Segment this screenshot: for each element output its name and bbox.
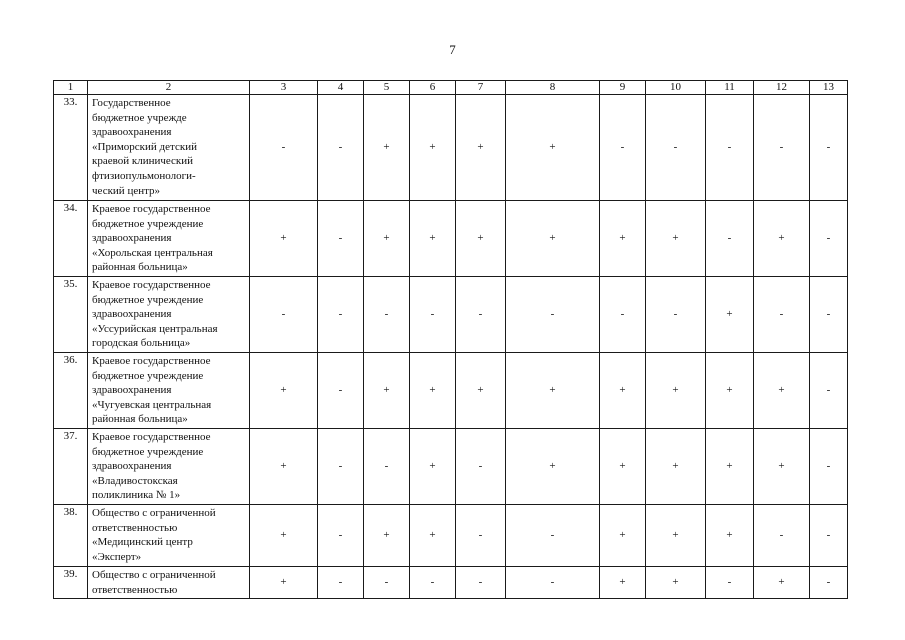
mark-plus bbox=[506, 95, 600, 201]
mark-symbol: - bbox=[826, 576, 831, 589]
mark-dash bbox=[810, 201, 848, 277]
mark-symbol: - bbox=[826, 308, 831, 321]
mark-dash bbox=[364, 429, 410, 505]
mark-plus bbox=[754, 429, 810, 505]
mark-symbol: - bbox=[727, 141, 732, 154]
table-row bbox=[54, 353, 848, 429]
mark-dash bbox=[318, 567, 364, 599]
row-number: 33. bbox=[54, 95, 88, 201]
mark-symbol: + bbox=[778, 232, 785, 245]
mark-symbol: + bbox=[549, 141, 556, 154]
organization-name bbox=[88, 429, 250, 505]
header-cell: 11 bbox=[706, 81, 754, 95]
table-row bbox=[54, 277, 848, 353]
mark-dash bbox=[706, 567, 754, 599]
mark-dash bbox=[506, 567, 600, 599]
mark-symbol: - bbox=[550, 576, 555, 589]
mark-dash bbox=[600, 277, 646, 353]
mark-dash bbox=[250, 95, 318, 201]
organization-name-line: «Владивостокская bbox=[92, 474, 178, 487]
organization-name bbox=[88, 277, 250, 353]
mark-symbol: + bbox=[280, 576, 287, 589]
organization-name-line: районная больница» bbox=[92, 261, 188, 274]
mark-symbol: + bbox=[619, 529, 626, 542]
mark-plus bbox=[364, 201, 410, 277]
mark-symbol: + bbox=[383, 141, 390, 154]
mark-dash bbox=[506, 505, 600, 567]
organization-name-line: городская больница» bbox=[92, 337, 191, 350]
organization-name-line: здравоохранения bbox=[92, 384, 172, 397]
organization-name-line: «Чугуевская центральная bbox=[92, 398, 212, 411]
table-row bbox=[54, 201, 848, 277]
mark-dash bbox=[810, 429, 848, 505]
mark-symbol: + bbox=[429, 529, 436, 542]
mark-symbol: - bbox=[338, 141, 343, 154]
table-body bbox=[54, 81, 848, 599]
mark-symbol: + bbox=[672, 232, 679, 245]
row-number: 35. bbox=[54, 277, 88, 353]
organization-name-line: бюджетное учреждение bbox=[92, 369, 204, 382]
mark-plus bbox=[506, 201, 600, 277]
mark-plus bbox=[706, 429, 754, 505]
header-cell: 13 bbox=[810, 81, 848, 95]
mark-plus bbox=[456, 201, 506, 277]
mark-dash bbox=[318, 429, 364, 505]
row-number: 37. bbox=[54, 429, 88, 505]
mark-symbol: - bbox=[727, 232, 732, 245]
mark-symbol: + bbox=[477, 232, 484, 245]
mark-dash bbox=[410, 277, 456, 353]
mark-symbol: - bbox=[338, 576, 343, 589]
mark-plus bbox=[646, 429, 706, 505]
mark-dash bbox=[364, 277, 410, 353]
mark-dash bbox=[456, 429, 506, 505]
mark-symbol: + bbox=[672, 384, 679, 397]
mark-symbol: - bbox=[620, 308, 625, 321]
mark-dash bbox=[506, 277, 600, 353]
mark-symbol: - bbox=[478, 308, 483, 321]
organization-name-line: ческий центр» bbox=[92, 184, 161, 197]
mark-symbol: - bbox=[826, 529, 831, 542]
organization-name-line: «Уссурийская центральная bbox=[92, 322, 218, 335]
mark-dash bbox=[456, 567, 506, 599]
organization-name bbox=[88, 567, 250, 599]
organization-name-line: здравоохранения bbox=[92, 232, 172, 245]
mark-symbol: + bbox=[383, 232, 390, 245]
mark-plus bbox=[600, 505, 646, 567]
organization-name-line: Общество с ограниченной bbox=[92, 569, 216, 581]
organization-name-line: районная больница» bbox=[92, 413, 188, 426]
organization-name-line: бюджетное учрежде bbox=[92, 111, 187, 124]
mark-symbol: - bbox=[826, 460, 831, 473]
mark-plus bbox=[364, 353, 410, 429]
mark-symbol: + bbox=[619, 384, 626, 397]
organization-name-line: Краевое государственное bbox=[92, 355, 211, 367]
organization-name-line: бюджетное учреждение bbox=[92, 293, 204, 306]
mark-dash bbox=[318, 201, 364, 277]
mark-symbol: + bbox=[383, 384, 390, 397]
mark-symbol: + bbox=[429, 384, 436, 397]
organization-name bbox=[88, 505, 250, 567]
mark-plus bbox=[250, 429, 318, 505]
header-cell: 6 bbox=[410, 81, 456, 95]
organization-name-line: Краевое государственное bbox=[92, 279, 211, 291]
mark-symbol: - bbox=[338, 460, 343, 473]
mark-symbol: - bbox=[338, 308, 343, 321]
mark-plus bbox=[646, 201, 706, 277]
mark-plus bbox=[600, 567, 646, 599]
header-cell: 5 bbox=[364, 81, 410, 95]
mark-symbol: - bbox=[779, 141, 784, 154]
mark-symbol: + bbox=[726, 384, 733, 397]
mark-symbol: - bbox=[673, 141, 678, 154]
header-cell: 7 bbox=[456, 81, 506, 95]
mark-symbol: + bbox=[477, 141, 484, 154]
mark-symbol: - bbox=[673, 308, 678, 321]
organization-name-line: здравоохранения bbox=[92, 126, 172, 139]
organization-name-line: Государственное bbox=[92, 97, 171, 109]
mark-dash bbox=[318, 95, 364, 201]
mark-dash bbox=[810, 95, 848, 201]
mark-symbol: + bbox=[429, 141, 436, 154]
organization-name-line: поликлиника № 1» bbox=[92, 489, 181, 502]
mark-plus bbox=[706, 505, 754, 567]
organization-name-line: бюджетное учреждение bbox=[92, 217, 204, 230]
mark-symbol: + bbox=[672, 529, 679, 542]
mark-plus bbox=[506, 429, 600, 505]
mark-symbol: - bbox=[478, 460, 483, 473]
mark-symbol: + bbox=[280, 460, 287, 473]
table-row bbox=[54, 505, 848, 567]
mark-symbol: + bbox=[477, 384, 484, 397]
organization-name-line: Краевое государственное bbox=[92, 431, 211, 443]
header-cell: 9 bbox=[600, 81, 646, 95]
mark-symbol: - bbox=[384, 308, 389, 321]
mark-symbol: + bbox=[726, 460, 733, 473]
mark-plus bbox=[754, 353, 810, 429]
mark-dash bbox=[810, 277, 848, 353]
organization-name bbox=[88, 353, 250, 429]
mark-symbol: + bbox=[726, 308, 733, 321]
mark-plus bbox=[364, 505, 410, 567]
mark-symbol: - bbox=[281, 141, 286, 154]
mark-plus bbox=[646, 567, 706, 599]
mark-symbol: - bbox=[384, 576, 389, 589]
mark-plus bbox=[410, 505, 456, 567]
header-row bbox=[54, 81, 848, 95]
mark-symbol: - bbox=[478, 529, 483, 542]
mark-symbol: + bbox=[726, 529, 733, 542]
row-number: 36. bbox=[54, 353, 88, 429]
mark-dash bbox=[706, 201, 754, 277]
mark-dash bbox=[318, 277, 364, 353]
organization-name-line: «Хорольская центральная bbox=[92, 246, 213, 259]
mark-symbol: + bbox=[778, 384, 785, 397]
mark-plus bbox=[506, 353, 600, 429]
mark-plus bbox=[250, 353, 318, 429]
mark-symbol: + bbox=[383, 529, 390, 542]
mark-symbol: + bbox=[619, 232, 626, 245]
mark-symbol: + bbox=[549, 232, 556, 245]
mark-symbol: - bbox=[727, 576, 732, 589]
table-row bbox=[54, 567, 848, 599]
mark-plus bbox=[600, 353, 646, 429]
header-cell: 4 bbox=[318, 81, 364, 95]
mark-plus bbox=[646, 353, 706, 429]
mark-dash bbox=[600, 95, 646, 201]
mark-dash bbox=[364, 567, 410, 599]
mark-dash bbox=[754, 277, 810, 353]
mark-symbol: - bbox=[550, 308, 555, 321]
mark-symbol: + bbox=[280, 232, 287, 245]
organization-name-line: «Эксперт» bbox=[92, 550, 142, 563]
row-number: 39. bbox=[54, 567, 88, 599]
organization-name-line: здравоохранения bbox=[92, 460, 172, 473]
mark-dash bbox=[318, 353, 364, 429]
table-row bbox=[54, 95, 848, 201]
mark-symbol: - bbox=[338, 232, 343, 245]
mark-symbol: + bbox=[672, 576, 679, 589]
mark-symbol: - bbox=[550, 529, 555, 542]
mark-dash bbox=[646, 95, 706, 201]
mark-dash bbox=[456, 277, 506, 353]
header-cell: 3 bbox=[250, 81, 318, 95]
mark-symbol: + bbox=[280, 384, 287, 397]
header-cell: 12 bbox=[754, 81, 810, 95]
mark-plus bbox=[410, 201, 456, 277]
mark-symbol: - bbox=[430, 308, 435, 321]
mark-dash bbox=[810, 353, 848, 429]
mark-plus bbox=[410, 95, 456, 201]
organization-name-line: Краевое государственное bbox=[92, 203, 211, 215]
mark-symbol: - bbox=[384, 460, 389, 473]
organization-name bbox=[88, 201, 250, 277]
mark-plus bbox=[706, 353, 754, 429]
organization-name-line: бюджетное учреждение bbox=[92, 445, 204, 458]
mark-plus bbox=[600, 429, 646, 505]
organization-name-line: Общество с ограниченной bbox=[92, 507, 216, 519]
mark-symbol: + bbox=[429, 460, 436, 473]
mark-plus bbox=[754, 567, 810, 599]
row-number: 34. bbox=[54, 201, 88, 277]
mark-symbol: - bbox=[338, 529, 343, 542]
mark-dash bbox=[410, 567, 456, 599]
row-number: 38. bbox=[54, 505, 88, 567]
mark-symbol: - bbox=[478, 576, 483, 589]
organization-name-line: ответственностью bbox=[92, 521, 178, 534]
table-row bbox=[54, 429, 848, 505]
organization-name bbox=[88, 95, 250, 201]
mark-dash bbox=[754, 95, 810, 201]
mark-symbol: - bbox=[430, 576, 435, 589]
mark-dash bbox=[810, 505, 848, 567]
mark-plus bbox=[754, 201, 810, 277]
organization-name-line: «Медицинский центр bbox=[92, 536, 193, 549]
mark-plus bbox=[410, 353, 456, 429]
mark-symbol: - bbox=[826, 232, 831, 245]
mark-plus bbox=[364, 95, 410, 201]
organization-name-line: «Приморский детский bbox=[92, 140, 197, 153]
header-cell: 10 bbox=[646, 81, 706, 95]
organization-name-line: фтизиопульмонологи- bbox=[92, 169, 196, 182]
organization-name-line: краевой клинический bbox=[92, 155, 194, 168]
organization-name-line: здравоохранения bbox=[92, 308, 172, 321]
mark-symbol: - bbox=[779, 308, 784, 321]
header-cell: 1 bbox=[54, 81, 88, 95]
mark-symbol: + bbox=[672, 460, 679, 473]
page-number: 7 bbox=[449, 42, 456, 57]
mark-symbol: + bbox=[778, 460, 785, 473]
mark-plus bbox=[600, 201, 646, 277]
mark-symbol: - bbox=[779, 529, 784, 542]
mark-symbol: - bbox=[826, 384, 831, 397]
header-cell: 8 bbox=[506, 81, 600, 95]
mark-plus bbox=[646, 505, 706, 567]
mark-plus bbox=[410, 429, 456, 505]
mark-symbol: + bbox=[619, 460, 626, 473]
mark-symbol: + bbox=[280, 529, 287, 542]
facilities-table bbox=[53, 80, 848, 599]
mark-symbol: - bbox=[620, 141, 625, 154]
organization-name-line: ответственностью bbox=[92, 583, 178, 596]
mark-dash bbox=[456, 505, 506, 567]
mark-dash bbox=[250, 277, 318, 353]
mark-dash bbox=[754, 505, 810, 567]
mark-symbol: + bbox=[549, 460, 556, 473]
mark-symbol: + bbox=[619, 576, 626, 589]
mark-symbol: - bbox=[281, 308, 286, 321]
mark-symbol: + bbox=[549, 384, 556, 397]
mark-plus bbox=[250, 505, 318, 567]
mark-dash bbox=[810, 567, 848, 599]
mark-symbol: + bbox=[778, 576, 785, 589]
mark-plus bbox=[250, 201, 318, 277]
mark-plus bbox=[456, 353, 506, 429]
mark-dash bbox=[318, 505, 364, 567]
mark-symbol: - bbox=[826, 141, 831, 154]
mark-plus bbox=[706, 277, 754, 353]
header-cell: 2 bbox=[88, 81, 250, 95]
mark-dash bbox=[646, 277, 706, 353]
mark-plus bbox=[456, 95, 506, 201]
mark-dash bbox=[706, 95, 754, 201]
mark-symbol: + bbox=[429, 232, 436, 245]
mark-symbol: - bbox=[338, 384, 343, 397]
mark-plus bbox=[250, 567, 318, 599]
